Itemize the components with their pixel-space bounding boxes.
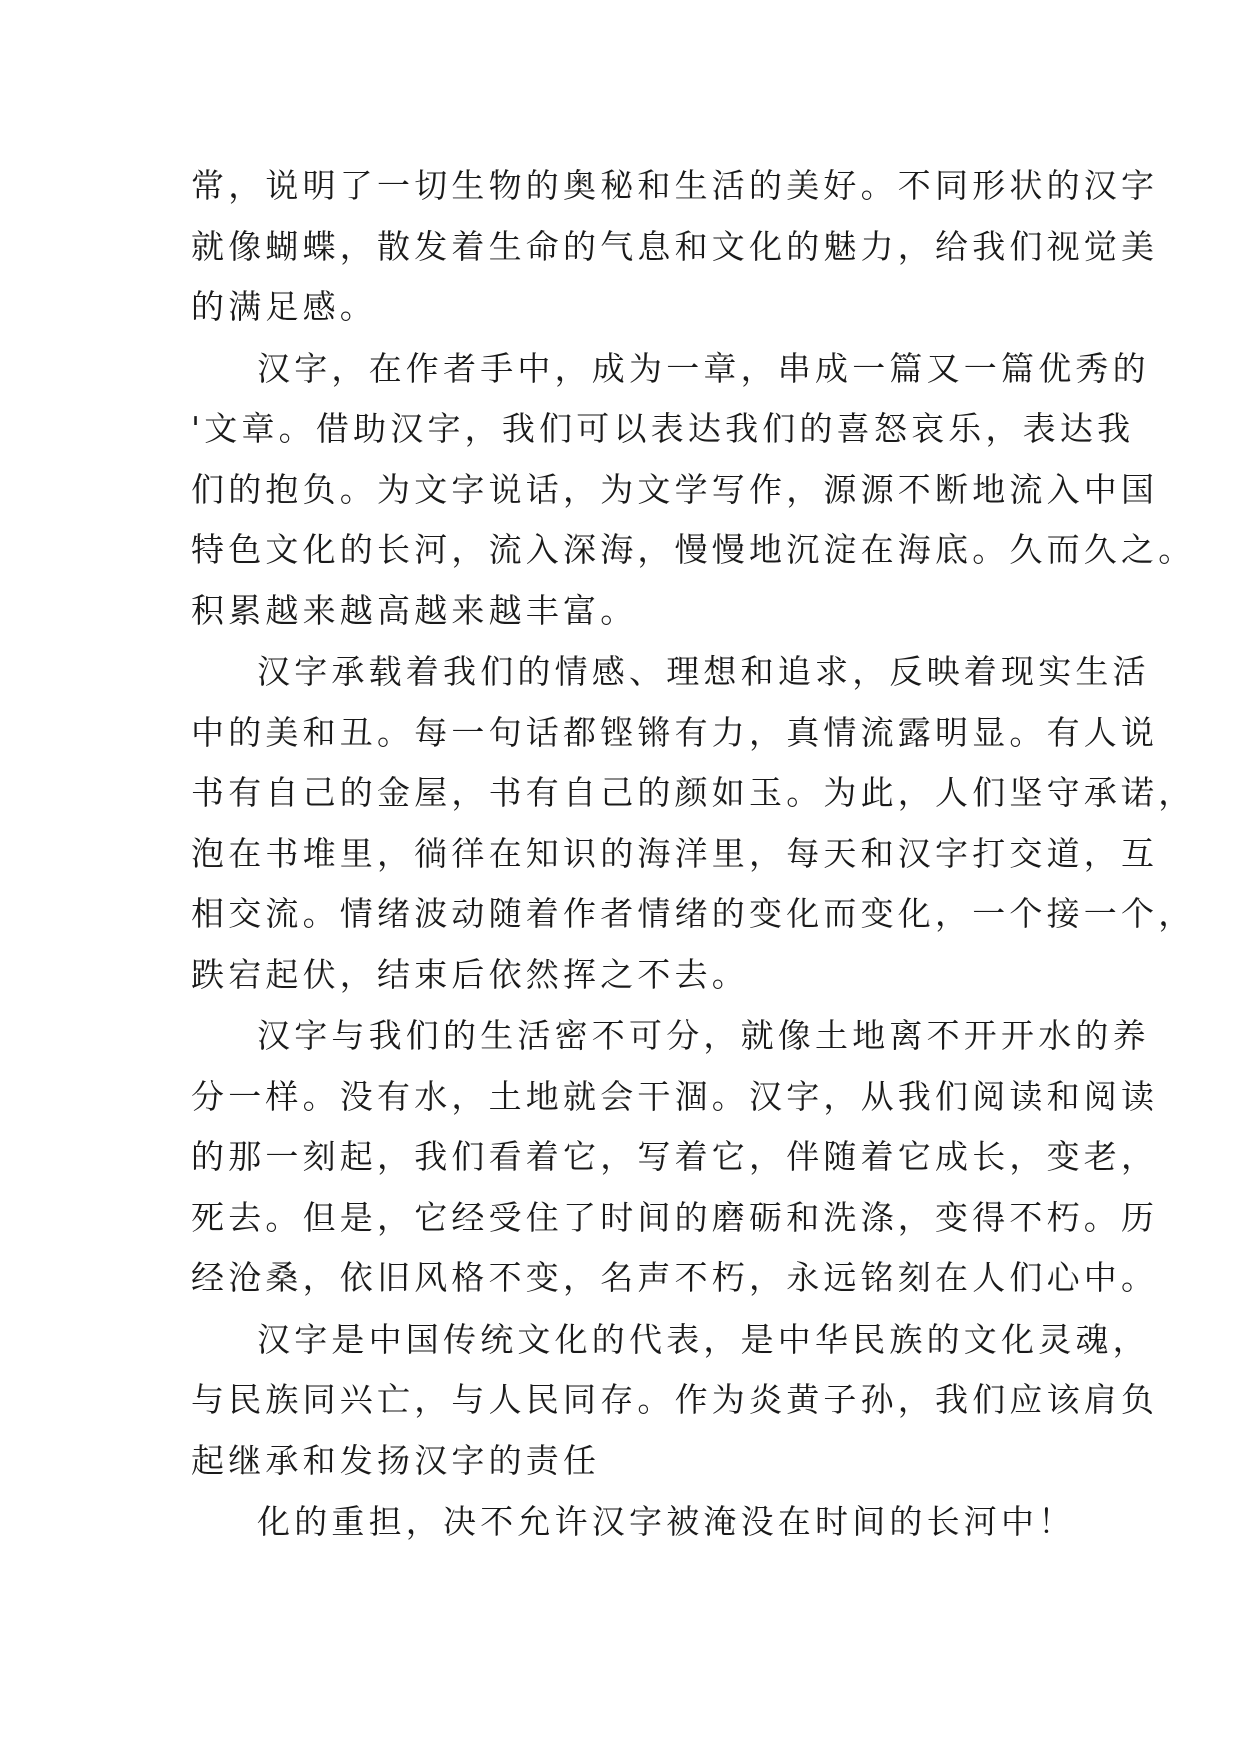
text-line: 们的抱负。为文字说话，为文学写作，源源不断地流入中国 — [191, 469, 1159, 509]
paragraph-5 — [191, 1310, 1159, 1492]
text-line: 汉字是中国传统文化的代表，是中华民族的文化灵魂， — [257, 1319, 1150, 1359]
text-line: 中的美和丑。每一句话都铿锵有力，真情流露明显。有人说 — [191, 712, 1159, 752]
paragraph-4 — [191, 1006, 1159, 1309]
text-line: 的那一刻起，我们看着它，写着它，伴随着它成长，变老， — [191, 1137, 1159, 1176]
text-line: 泡在书堆里，徜徉在知识的海洋里，每天和汉字打交道，互 — [191, 833, 1159, 873]
text-line: 化的重担，决不允许汉字被淹没在时间的长河中！ — [257, 1502, 1076, 1541]
text-line: 死去。但是，它经受住了时间的磨砺和洗涤，变得不朽。历 — [191, 1197, 1159, 1237]
text-line: 书有自己的金屋，书有自己的颜如玉。为此，人们坚守承诺， — [191, 773, 1196, 812]
text-line: 积累越来越高越来越丰富。 — [191, 590, 638, 630]
document-body — [191, 156, 1196, 1553]
text-line: 与民族同兴亡，与人民同存。作为炎黄子孙，我们应该肩负 — [191, 1380, 1159, 1419]
paragraph-2 — [191, 339, 1196, 642]
paragraph-6 — [191, 1492, 1076, 1553]
text-line: 汉字，在作者手中，成为一章，串成一篇又一篇优秀的 — [257, 348, 1150, 388]
text-line: 分一样。没有水，土地就会干涸。汉字，从我们阅读和阅读 — [191, 1076, 1159, 1116]
text-line: 跌宕起伏，结束后依然挥之不去。 — [191, 954, 749, 994]
text-line: '文章。借助汉字，我们可以表达我们的喜怒哀乐，表达我 — [191, 409, 1135, 448]
text-line: 就像蝴蝶，散发着生命的气息和文化的魅力，给我们视觉美 — [191, 226, 1159, 266]
text-line: 起继承和发扬汉字的责任 — [191, 1440, 601, 1480]
text-line: 特色文化的长河，流入深海，慢慢地沉淀在海底。久而久之。 — [191, 530, 1196, 569]
text-line: 常，说明了一切生物的奥秘和生活的美好。不同形状的汉字 — [191, 166, 1159, 205]
paragraph-3 — [191, 642, 1196, 1005]
text-line: 汉字与我们的生活密不可分，就像土地离不开开水的养 — [257, 1016, 1150, 1055]
text-line: 汉字承载着我们的情感、理想和追求，反映着现实生活 — [257, 652, 1150, 691]
text-line: 经沧桑，依旧风格不变，名声不朽，永远铭刻在人们心中。 — [191, 1258, 1159, 1297]
text-line: 相交流。情绪波动随着作者情绪的变化而变化，一个接一个， — [191, 894, 1196, 933]
paragraph-1 — [191, 156, 1159, 338]
text-line: 的满足感。 — [191, 287, 377, 326]
